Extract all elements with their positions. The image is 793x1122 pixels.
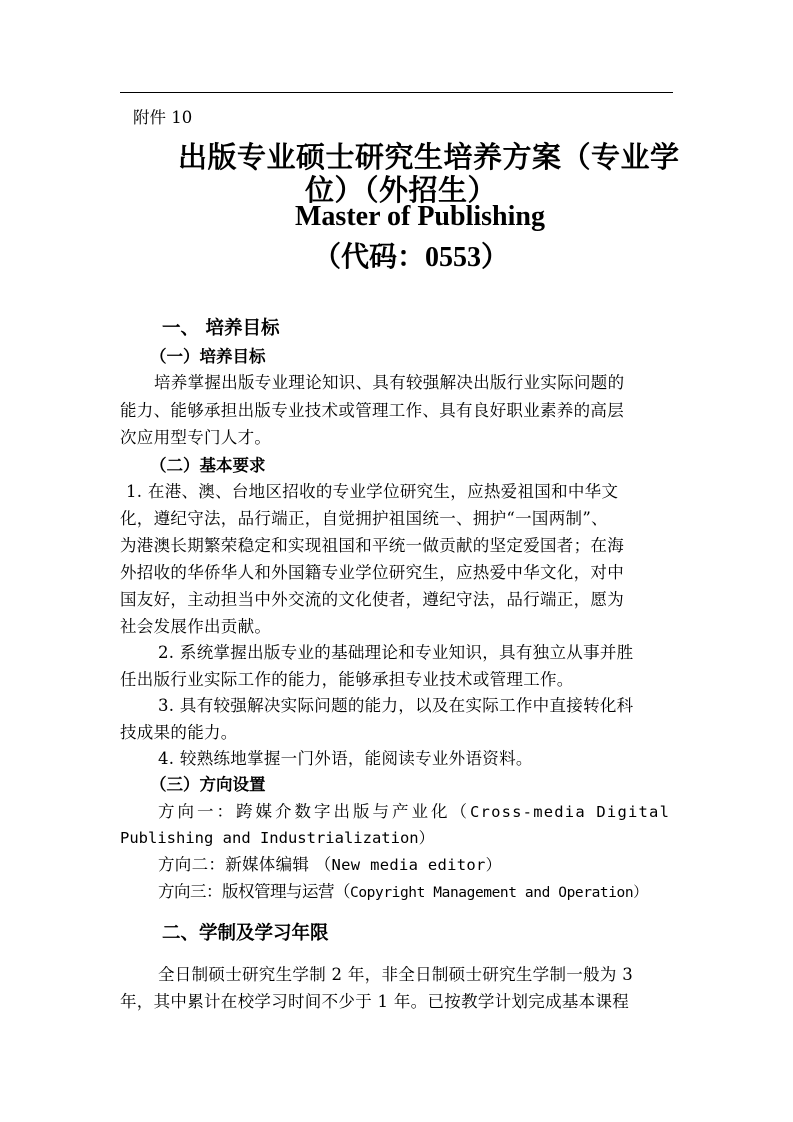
requirement-1-line: 化，遵纪守法，品行端正，自觉拥护祖国统一、拥护“一国两制”、 (120, 509, 608, 528)
section2-heading: 二、学制及学习年限 (162, 923, 329, 944)
paragraph-line: 能力、能够承担出版专业技术或管理工作、具有良好职业素养的高层 (120, 401, 624, 420)
header-rule (120, 92, 673, 93)
subsection3-heading: （三）方向设置 (150, 775, 266, 794)
requirement-2-line: 任出版行业实际工作的能力，能够承担专业技术或管理工作。 (120, 670, 574, 689)
page-title-en: Master of Publishing (295, 201, 545, 232)
requirement-3-line: 3. 具有较强解决实际问题的能力，以及在实际工作中直接转化科 (158, 696, 634, 715)
paragraph-line: 培养掌握出版专业理论知识、具有较强解决出版行业实际问题的 (154, 373, 625, 392)
direction-2 (158, 851, 501, 875)
direction-1-cn: 方向一：跨媒介数字出版与产业化（ (158, 802, 470, 821)
requirement-3-line: 技成果的能力。 (120, 723, 238, 742)
code-value: 0553 (425, 242, 482, 273)
program-code (313, 235, 509, 275)
paragraph-line: 年，其中累计在校学习时间不少于 1 年。已按教学计划完成基本课程 (120, 992, 630, 1011)
direction-1-en: Cross-media Digital (470, 803, 671, 821)
paragraph-line: 全日制硕士研究生学制 2 年，非全日制硕士研究生学制一般为 3 (158, 965, 634, 984)
requirement-1-line: 1. 在港、澳、台地区招收的专业学位研究生，应热爱祖国和中华文 (126, 482, 619, 501)
page-title-line1: 出版专业硕士研究生培养方案（专业学 (178, 140, 680, 174)
requirement-1-line: 国友好，主动担当中外交流的文化使者，遵纪守法，品行端正，愿为 (120, 590, 624, 609)
direction-2-cn: 方向二：新媒体编辑 （ (158, 855, 332, 874)
subsection1-heading: （一）培养目标 (150, 347, 266, 366)
requirement-1-line: 社会发展作出贡献。 (120, 617, 272, 636)
requirement-2-line: 2. 系统掌握出版专业的基础理论和专业知识，具有独立从事并胜 (158, 643, 634, 662)
subsection2-heading: （二）基本要求 (150, 456, 266, 475)
direction-3 (158, 878, 647, 902)
page-title-line2: 位）（外招生） (305, 173, 498, 207)
requirement-1-line: 外招收的华侨华人和外国籍专业学位研究生，应热爱中华文化，对中 (120, 563, 624, 582)
direction-2-en: New media editor） (331, 856, 502, 874)
direction-1-en-cont: Publishing and Industrialization） (120, 829, 435, 847)
direction-3-cn: 方向三：版权管理与运营（ (158, 882, 350, 901)
paragraph-line: 次应用型专门人才。 (120, 428, 272, 447)
direction-3-en: Copyright Management and Operation） (350, 885, 648, 901)
attachment-label: 附件 10 (133, 108, 193, 127)
code-suffix: ） (481, 240, 510, 273)
code-prefix: （代码： (313, 240, 426, 273)
section1-heading: 一、 培养目标 (162, 318, 280, 339)
requirement-4-line: 4. 较熟练地掌握一门外语，能阅读专业外语资料。 (158, 749, 533, 768)
direction-1 (158, 798, 670, 822)
requirement-1-line: 为港澳长期繁荣稳定和实现祖国和平统一做贡献的坚定爱国者；在海 (120, 536, 624, 555)
